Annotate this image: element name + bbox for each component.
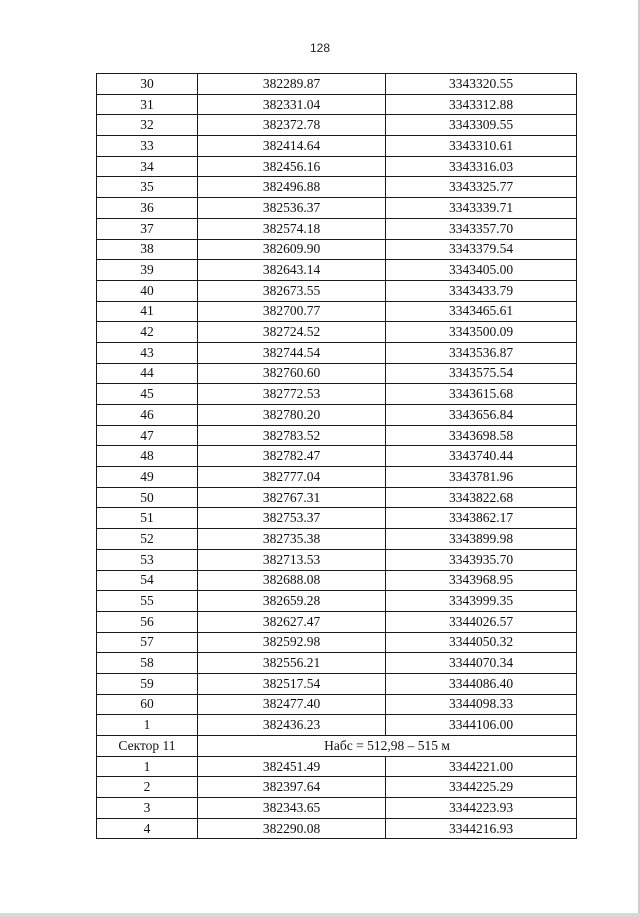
y-coordinate-cell: 3344026.57: [386, 611, 577, 632]
y-coordinate-cell: 3344050.32: [386, 632, 577, 653]
y-coordinate-cell: 3344225.29: [386, 777, 577, 798]
y-coordinate-cell: 3343320.55: [386, 74, 577, 95]
x-coordinate-cell: 382777.04: [198, 467, 386, 488]
y-coordinate-cell: 3343968.95: [386, 570, 577, 591]
point-number-cell: 56: [97, 611, 198, 632]
point-number-cell: 53: [97, 549, 198, 570]
x-coordinate-cell: 382451.49: [198, 756, 386, 777]
x-coordinate-cell: 382700.77: [198, 301, 386, 322]
point-number-cell: 34: [97, 156, 198, 177]
table-row: [97, 425, 577, 446]
table-row: [97, 342, 577, 363]
sector-header-row: [97, 736, 577, 757]
x-coordinate-cell: 382772.53: [198, 384, 386, 405]
x-coordinate-cell: 382496.88: [198, 177, 386, 198]
table-row: [97, 632, 577, 653]
table-row: [97, 673, 577, 694]
x-coordinate-cell: 382574.18: [198, 218, 386, 239]
x-coordinate-cell: 382556.21: [198, 653, 386, 674]
y-coordinate-cell: 3343339.71: [386, 198, 577, 219]
point-number-cell: 47: [97, 425, 198, 446]
table-row: [97, 715, 577, 736]
table-row: [97, 756, 577, 777]
x-coordinate-cell: 382372.78: [198, 115, 386, 136]
x-coordinate-cell: 382517.54: [198, 673, 386, 694]
coordinates-table-body: [97, 74, 577, 839]
x-coordinate-cell: 382643.14: [198, 260, 386, 281]
y-coordinate-cell: 3343500.09: [386, 322, 577, 343]
table-row: [97, 591, 577, 612]
y-coordinate-cell: 3344106.00: [386, 715, 577, 736]
point-number-cell: 45: [97, 384, 198, 405]
x-coordinate-cell: 382290.08: [198, 818, 386, 839]
point-number-cell: 4: [97, 818, 198, 839]
y-coordinate-cell: 3343357.70: [386, 218, 577, 239]
x-coordinate-cell: 382456.16: [198, 156, 386, 177]
table-row: [97, 301, 577, 322]
y-coordinate-cell: 3343316.03: [386, 156, 577, 177]
y-coordinate-cell: 3344223.93: [386, 798, 577, 819]
point-number-cell: 46: [97, 405, 198, 426]
table-row: [97, 156, 577, 177]
table-row: [97, 280, 577, 301]
table-row: [97, 136, 577, 157]
x-coordinate-cell: 382673.55: [198, 280, 386, 301]
table-row: [97, 177, 577, 198]
table-row: [97, 260, 577, 281]
table-row: [97, 74, 577, 95]
table-row: [97, 777, 577, 798]
table-row: [97, 363, 577, 384]
y-coordinate-cell: 3343781.96: [386, 467, 577, 488]
point-number-cell: 57: [97, 632, 198, 653]
y-coordinate-cell: 3344216.93: [386, 818, 577, 839]
y-coordinate-cell: 3343899.98: [386, 529, 577, 550]
point-number-cell: 42: [97, 322, 198, 343]
coordinates-table: [96, 73, 577, 839]
point-number-cell: 59: [97, 673, 198, 694]
x-coordinate-cell: 382780.20: [198, 405, 386, 426]
point-number-cell: 44: [97, 363, 198, 384]
x-coordinate-cell: 382536.37: [198, 198, 386, 219]
x-coordinate-cell: 382767.31: [198, 487, 386, 508]
table-row: [97, 322, 577, 343]
y-coordinate-cell: 3343999.35: [386, 591, 577, 612]
table-row: [97, 115, 577, 136]
table-row: [97, 611, 577, 632]
point-number-cell: 30: [97, 74, 198, 95]
y-coordinate-cell: 3343822.68: [386, 487, 577, 508]
point-number-cell: 1: [97, 756, 198, 777]
x-coordinate-cell: 382782.47: [198, 446, 386, 467]
table-row: [97, 570, 577, 591]
y-coordinate-cell: 3343575.54: [386, 363, 577, 384]
y-coordinate-cell: 3344098.33: [386, 694, 577, 715]
table-row: [97, 694, 577, 715]
x-coordinate-cell: 382659.28: [198, 591, 386, 612]
table-row: [97, 508, 577, 529]
point-number-cell: 2: [97, 777, 198, 798]
scan-page-bottom-edge: [0, 913, 640, 917]
x-coordinate-cell: 382744.54: [198, 342, 386, 363]
y-coordinate-cell: 3343698.58: [386, 425, 577, 446]
point-number-cell: 31: [97, 94, 198, 115]
table-row: [97, 549, 577, 570]
x-coordinate-cell: 382627.47: [198, 611, 386, 632]
point-number-cell: 36: [97, 198, 198, 219]
page-number: 128: [309, 41, 331, 55]
point-number-cell: 48: [97, 446, 198, 467]
table-row: [97, 94, 577, 115]
x-coordinate-cell: 382289.87: [198, 74, 386, 95]
point-number-cell: 50: [97, 487, 198, 508]
y-coordinate-cell: 3344086.40: [386, 673, 577, 694]
table-row: [97, 218, 577, 239]
y-coordinate-cell: 3343309.55: [386, 115, 577, 136]
x-coordinate-cell: 382414.64: [198, 136, 386, 157]
table-row: [97, 798, 577, 819]
x-coordinate-cell: 382592.98: [198, 632, 386, 653]
point-number-cell: 51: [97, 508, 198, 529]
x-coordinate-cell: 382735.38: [198, 529, 386, 550]
table-row: [97, 239, 577, 260]
point-number-cell: 41: [97, 301, 198, 322]
x-coordinate-cell: 382477.40: [198, 694, 386, 715]
y-coordinate-cell: 3343379.54: [386, 239, 577, 260]
point-number-cell: 35: [97, 177, 198, 198]
point-number-cell: 32: [97, 115, 198, 136]
y-coordinate-cell: 3343615.68: [386, 384, 577, 405]
table-row: [97, 653, 577, 674]
y-coordinate-cell: 3343536.87: [386, 342, 577, 363]
x-coordinate-cell: 382724.52: [198, 322, 386, 343]
point-number-cell: 37: [97, 218, 198, 239]
x-coordinate-cell: 382760.60: [198, 363, 386, 384]
point-number-cell: 1: [97, 715, 198, 736]
point-number-cell: 52: [97, 529, 198, 550]
point-number-cell: 43: [97, 342, 198, 363]
point-number-cell: 40: [97, 280, 198, 301]
point-number-cell: 33: [97, 136, 198, 157]
y-coordinate-cell: 3344221.00: [386, 756, 577, 777]
y-coordinate-cell: 3343312.88: [386, 94, 577, 115]
sector-height-note: Набс = 512,98 – 515 м: [198, 736, 577, 757]
sector-label: Сектор 11: [97, 736, 198, 757]
table-row: [97, 384, 577, 405]
table-row: [97, 405, 577, 426]
y-coordinate-cell: 3344070.34: [386, 653, 577, 674]
table-row: [97, 446, 577, 467]
x-coordinate-cell: 382753.37: [198, 508, 386, 529]
x-coordinate-cell: 382713.53: [198, 549, 386, 570]
x-coordinate-cell: 382343.65: [198, 798, 386, 819]
y-coordinate-cell: 3343433.79: [386, 280, 577, 301]
table-row: [97, 198, 577, 219]
y-coordinate-cell: 3343656.84: [386, 405, 577, 426]
point-number-cell: 3: [97, 798, 198, 819]
y-coordinate-cell: 3343310.61: [386, 136, 577, 157]
x-coordinate-cell: 382688.08: [198, 570, 386, 591]
x-coordinate-cell: 382609.90: [198, 239, 386, 260]
point-number-cell: 55: [97, 591, 198, 612]
point-number-cell: 58: [97, 653, 198, 674]
y-coordinate-cell: 3343405.00: [386, 260, 577, 281]
y-coordinate-cell: 3343325.77: [386, 177, 577, 198]
table-row: [97, 818, 577, 839]
y-coordinate-cell: 3343862.17: [386, 508, 577, 529]
point-number-cell: 54: [97, 570, 198, 591]
x-coordinate-cell: 382783.52: [198, 425, 386, 446]
point-number-cell: 38: [97, 239, 198, 260]
x-coordinate-cell: 382397.64: [198, 777, 386, 798]
point-number-cell: 49: [97, 467, 198, 488]
point-number-cell: 39: [97, 260, 198, 281]
table-row: [97, 487, 577, 508]
table-row: [97, 467, 577, 488]
table-row: [97, 529, 577, 550]
y-coordinate-cell: 3343935.70: [386, 549, 577, 570]
point-number-cell: 60: [97, 694, 198, 715]
y-coordinate-cell: 3343465.61: [386, 301, 577, 322]
x-coordinate-cell: 382331.04: [198, 94, 386, 115]
x-coordinate-cell: 382436.23: [198, 715, 386, 736]
y-coordinate-cell: 3343740.44: [386, 446, 577, 467]
